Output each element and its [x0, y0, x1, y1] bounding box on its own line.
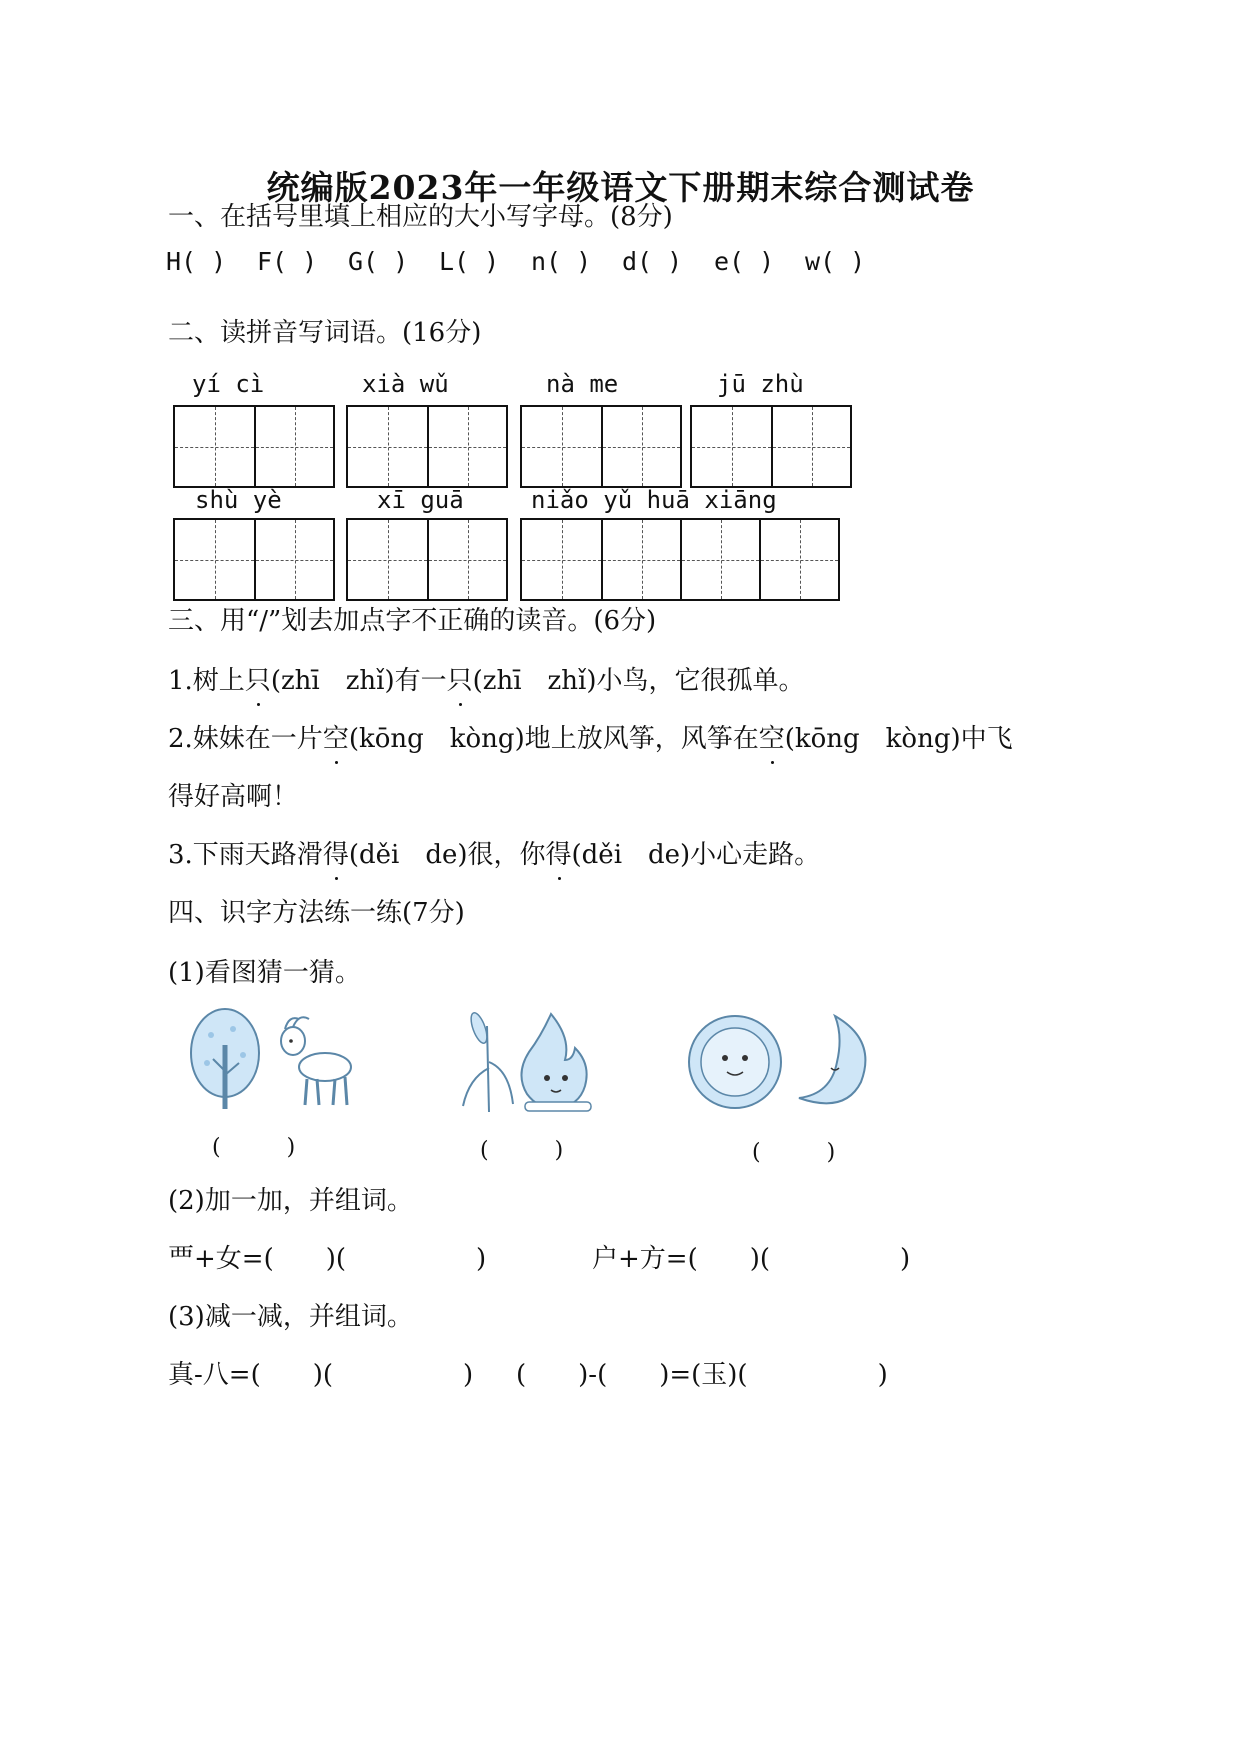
letter-item: F( ) [257, 247, 318, 276]
pinyin-label: xià wǔ [362, 370, 449, 398]
sun-and-moon-illustration [685, 1010, 870, 1115]
answer-blank[interactable]: ( ) [212, 1135, 296, 1160]
section-1-heading: 一、在括号里填上相应的大小写字母。(8分) [168, 202, 673, 232]
section-2-heading: 二、读拼音写词语。(16分) [168, 318, 482, 348]
question-3-2: 2.妹妹在一片空(kōng kòng)地上放风筝，风筝在空(kōng kòng)中飞 [168, 724, 1013, 754]
subtract-exercise-2: ( )-( )=(玉)( ) [516, 1360, 888, 1390]
question-3-1: 1.树上只(zhī zhǐ)有一只(zhī zhǐ)小鸟，它很孤单。 [168, 666, 805, 696]
part-1-label: (1)看图猜一猜。 [168, 958, 361, 988]
moon-icon [799, 1016, 865, 1103]
section-3-heading: 三、用“/”划去加点字不正确的读音。(6分) [168, 606, 657, 636]
add-exercise-2: 户+方=( )( ) [592, 1244, 911, 1274]
question-3-3: 3.下雨天路滑得(děi de)很，你得(děi de)小心走路。 [168, 840, 821, 870]
section-4-heading: 四、识字方法练一练(7分) [168, 898, 465, 928]
pinyin-label: jū zhù [717, 370, 804, 398]
page-title: 统编版2023年一年级语文下册期末综合测试卷 [266, 168, 975, 207]
pinyin-label: niǎo yǔ huā xiāng [531, 486, 777, 514]
letter-item: n( ) [531, 247, 592, 276]
answer-blank[interactable]: ( ) [480, 1138, 564, 1163]
goat-icon [281, 1017, 351, 1105]
grain-icon [463, 1011, 513, 1112]
part-3-label: (3)减一减，并组词。 [168, 1302, 413, 1332]
add-exercise-1: 覀+女=( )( ) [168, 1244, 487, 1274]
question-3-2-continued: 得好高啊！ [168, 782, 299, 812]
part-2-label: (2)加一加，并组词。 [168, 1186, 413, 1216]
answer-blank[interactable]: ( ) [752, 1140, 836, 1165]
pinyin-label: yí cì [192, 370, 265, 398]
fire-icon [521, 1014, 591, 1111]
grain-and-fire-illustration [455, 1008, 595, 1116]
letter-item: d( ) [622, 247, 683, 276]
pinyin-label: shù yè [195, 486, 282, 514]
tree-icon [191, 1009, 259, 1109]
letter-item: L( ) [439, 247, 500, 276]
tree-and-goat-illustration [185, 1005, 365, 1113]
letter-item: H( ) [166, 247, 227, 276]
pinyin-label: xī guā [377, 486, 464, 514]
radical-glyph: 覀 [168, 1244, 195, 1274]
sun-icon [689, 1016, 781, 1108]
subtract-exercise-1: 真-八=( )( ) [168, 1360, 474, 1390]
letter-item: G( ) [348, 247, 409, 276]
pinyin-label: nà me [546, 370, 619, 398]
letter-item: e( ) [714, 247, 775, 276]
letter-item: w( ) [805, 247, 866, 276]
